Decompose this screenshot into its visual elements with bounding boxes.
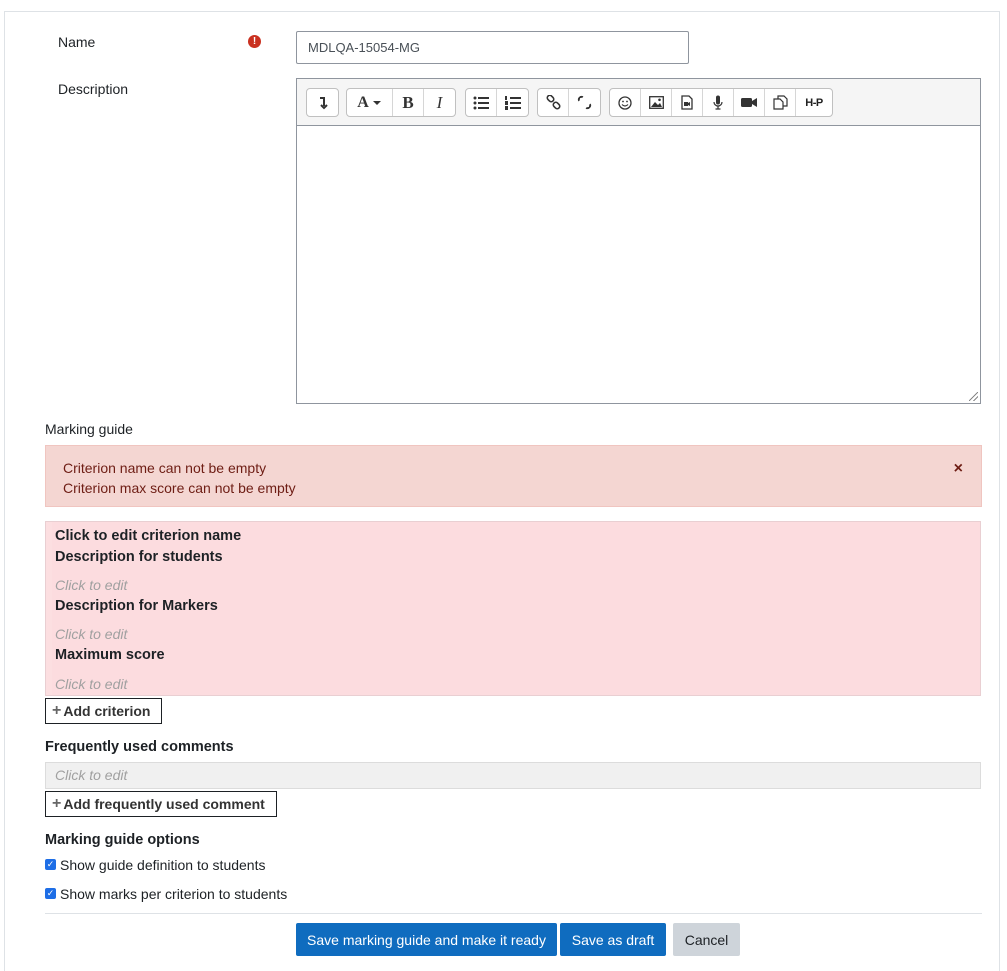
- link-icon[interactable]: [538, 89, 569, 116]
- add-criterion-label: Add criterion: [63, 703, 151, 719]
- media-icon[interactable]: [672, 89, 703, 116]
- error-message-max-score: Criterion max score can not be empty: [63, 480, 296, 496]
- collapse-icon[interactable]: [307, 89, 338, 116]
- save-draft-button[interactable]: Save as draft: [560, 923, 666, 956]
- manage-files-icon[interactable]: [765, 89, 796, 116]
- toolbar-group-insert: [609, 88, 833, 117]
- ordered-list-icon[interactable]: [497, 89, 528, 116]
- show-marks-checkbox[interactable]: ✓: [46, 888, 55, 898]
- max-score-value[interactable]: Click to edit: [55, 676, 128, 692]
- criterion-content: [52, 522, 980, 695]
- error-message-name: Criterion name can not be empty: [63, 460, 267, 476]
- show-definition-checkbox[interactable]: ✓: [46, 859, 55, 869]
- font-color-icon[interactable]: A: [347, 89, 393, 116]
- toolbar-group-links: [537, 88, 601, 117]
- close-icon[interactable]: ×: [953, 460, 963, 477]
- save-ready-button[interactable]: Save marking guide and make it ready: [296, 923, 557, 956]
- show-marks-label: Show marks per criterion to students: [60, 886, 288, 902]
- toolbar-group-lists: [465, 88, 529, 117]
- divider: [45, 913, 982, 914]
- error-alert: [45, 445, 982, 507]
- record-video-icon[interactable]: [734, 89, 765, 116]
- toolbar-group-style: [346, 88, 456, 117]
- add-comment-label: Add frequently used comment: [63, 796, 265, 812]
- show-definition-label: Show guide definition to students: [60, 857, 266, 873]
- bold-icon[interactable]: B: [393, 89, 424, 116]
- plus-icon: +: [52, 702, 62, 719]
- criterion-name[interactable]: Click to edit criterion name: [55, 528, 242, 544]
- resize-handle-icon[interactable]: [969, 392, 978, 401]
- desc-students-label: Description for students: [55, 549, 223, 565]
- cancel-button[interactable]: Cancel: [673, 923, 740, 956]
- toolbar-group-collapse: [306, 88, 339, 117]
- add-comment-button[interactable]: [45, 791, 277, 817]
- plus-icon: +: [52, 795, 62, 812]
- max-score-label: Maximum score: [55, 647, 165, 663]
- desc-students-value[interactable]: Click to edit: [55, 577, 128, 593]
- name-input[interactable]: [296, 31, 689, 64]
- add-criterion-button[interactable]: [45, 698, 162, 724]
- name-label: Name: [58, 34, 96, 50]
- unlink-icon[interactable]: [569, 89, 600, 116]
- options-heading: Marking guide options: [45, 832, 200, 848]
- italic-icon[interactable]: I: [436, 92, 443, 112]
- image-icon[interactable]: [641, 89, 672, 116]
- description-editor: [296, 78, 981, 404]
- marking-guide-label: Marking guide: [45, 421, 133, 437]
- comments-heading: Frequently used comments: [45, 739, 234, 755]
- comments-edit-box[interactable]: Click to edit: [45, 762, 981, 789]
- required-icon: !: [248, 35, 261, 48]
- description-label: Description: [58, 81, 129, 97]
- criterion-row: [45, 521, 981, 696]
- emoji-icon[interactable]: [610, 89, 641, 116]
- h5p-icon[interactable]: H-P: [805, 96, 823, 109]
- editor-toolbar: [297, 79, 980, 126]
- description-textarea[interactable]: [297, 126, 980, 403]
- record-audio-icon[interactable]: [703, 89, 734, 116]
- desc-markers-value[interactable]: Click to edit: [55, 626, 128, 642]
- desc-markers-label: Description for Markers: [55, 598, 218, 614]
- unordered-list-icon[interactable]: [466, 89, 497, 116]
